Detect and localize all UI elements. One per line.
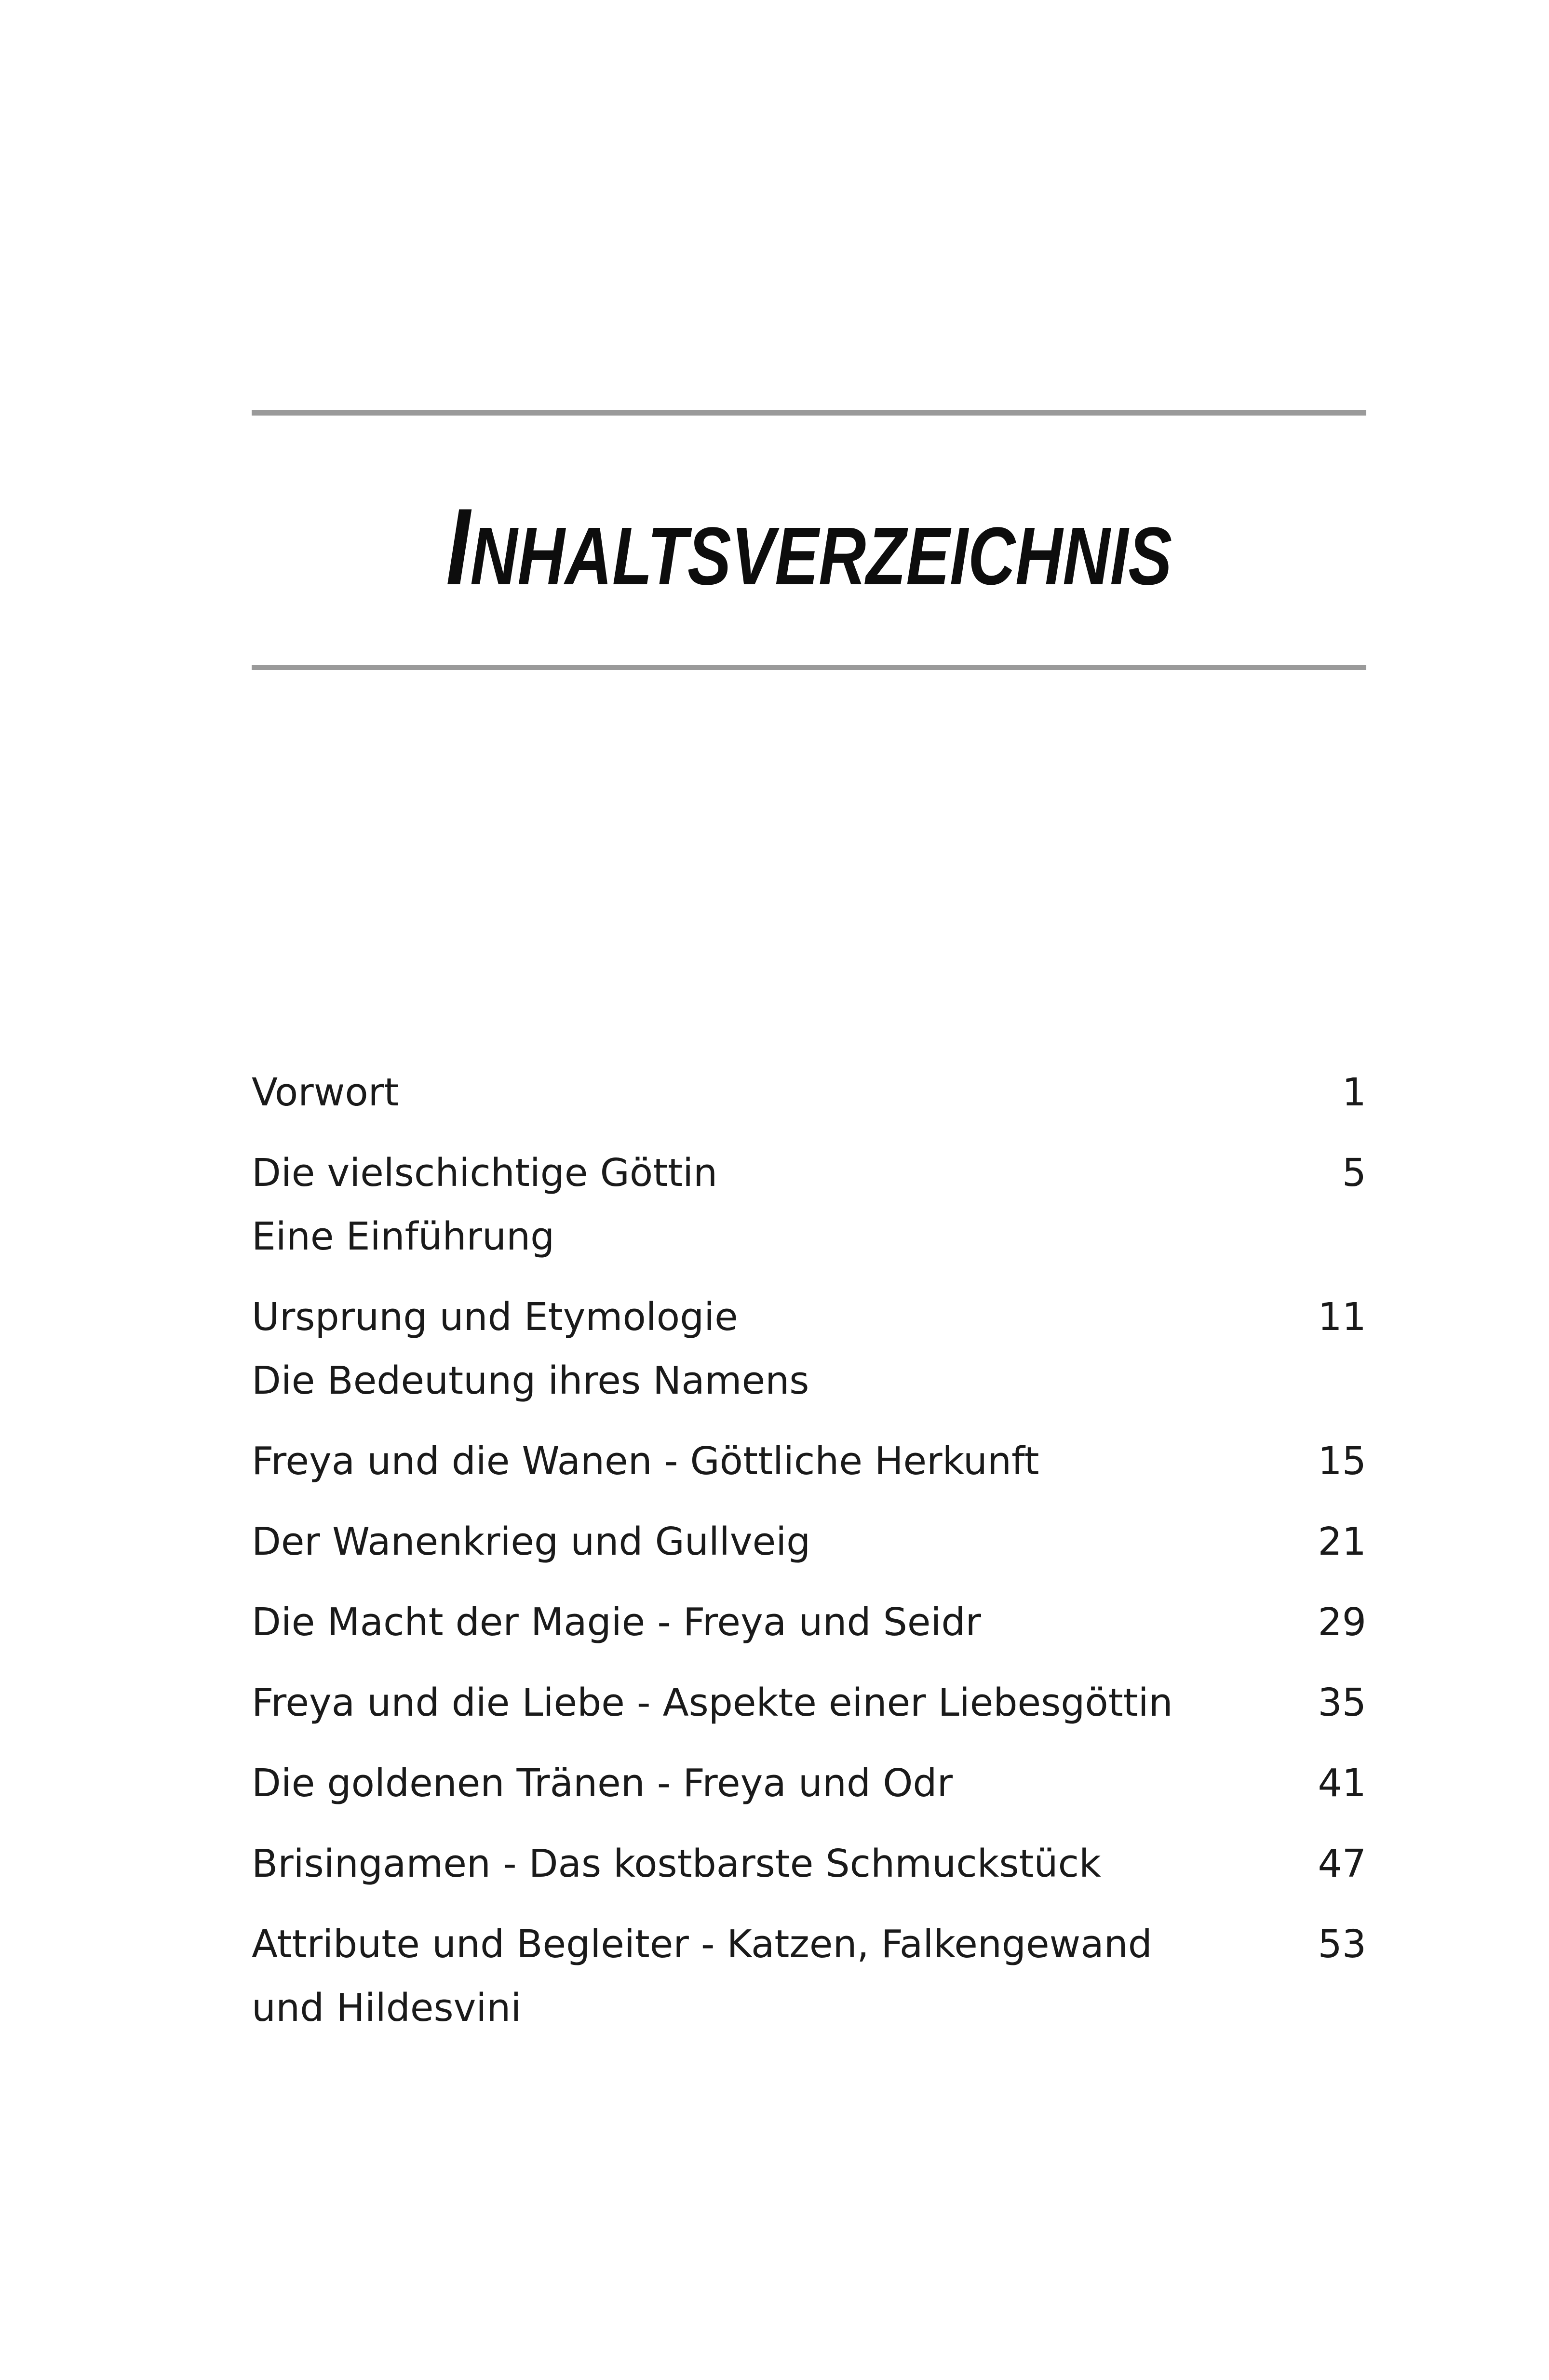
toc-entry-subtitle: Eine Einführung	[252, 1214, 555, 1259]
toc-entry-page-number: 41	[1318, 1761, 1366, 1805]
toc-entry-freya-liebe[interactable]	[252, 1671, 1366, 1735]
toc-entry-title	[252, 1141, 1192, 1268]
toc-entry-title	[252, 1751, 1192, 1815]
toc-entry-vielschichtige-goettin[interactable]	[252, 1141, 1366, 1268]
toc-entry-page-number: 29	[1318, 1600, 1366, 1644]
page-title	[363, 485, 1255, 608]
toc-entry-heading: Der Wanenkrieg und Gullveig	[252, 1519, 811, 1564]
toc-entry-heading: Vorwort	[252, 1070, 399, 1115]
title-initial: I	[446, 485, 471, 608]
toc-entry-title	[252, 1429, 1192, 1493]
toc-entry-subtitle: Die Bedeutung ihres Namens	[252, 1358, 809, 1403]
title-rest: NHALTSVERZEICHNIS	[470, 511, 1172, 603]
toc-entry-heading: Die vielschichtige Göttin	[252, 1151, 718, 1195]
toc-entry-title	[252, 1912, 1192, 2040]
toc-entry-page-number: 47	[1318, 1842, 1366, 1886]
toc-entry-title	[252, 1510, 1192, 1573]
toc-entry-subtitle: und Hildesvini	[252, 1986, 522, 2030]
toc-entry-title	[252, 1832, 1192, 1896]
toc-entry-title	[252, 1671, 1192, 1735]
toc-entry-ursprung-etymologie[interactable]	[252, 1285, 1366, 1412]
toc-entry-macht-der-magie[interactable]	[252, 1590, 1366, 1654]
toc-entry-page-number: 15	[1318, 1439, 1366, 1483]
toc-entry-title	[252, 1061, 1192, 1124]
toc-entry-title	[252, 1590, 1192, 1654]
toc-entry-heading: Die goldenen Tränen - Freya und Odr	[252, 1761, 953, 1805]
toc-entry-heading: Brisingamen - Das kostbarste Schmuckstück	[252, 1842, 1101, 1886]
toc-entry-heading: Ursprung und Etymologie	[252, 1295, 738, 1339]
table-of-contents	[252, 1061, 1366, 2057]
toc-entry-page-number: 11	[1318, 1295, 1366, 1339]
toc-entry-vorwort[interactable]	[252, 1061, 1366, 1124]
toc-entry-page-number: 53	[1318, 1922, 1366, 1966]
toc-entry-heading: Die Macht der Magie - Freya und Seidr	[252, 1600, 982, 1644]
toc-entry-brisingamen[interactable]	[252, 1832, 1366, 1896]
toc-entry-freya-wanen[interactable]	[252, 1429, 1366, 1493]
toc-entry-wanenkrieg[interactable]	[252, 1510, 1366, 1573]
toc-entry-page-number: 35	[1318, 1681, 1366, 1725]
top-rule	[252, 410, 1366, 416]
toc-entry-page-number: 1	[1342, 1070, 1366, 1115]
bottom-rule	[252, 665, 1366, 670]
toc-entry-attribute-begleiter[interactable]	[252, 1912, 1366, 2040]
toc-entry-page-number: 5	[1342, 1151, 1366, 1195]
toc-entry-heading: Attribute und Begleiter - Katzen, Falkengewand	[252, 1922, 1152, 1966]
toc-entry-heading: Freya und die Liebe - Aspekte einer Liebesgöttin	[252, 1681, 1173, 1725]
toc-entry-title	[252, 1285, 1192, 1412]
toc-entry-goldene-traenen[interactable]	[252, 1751, 1366, 1815]
toc-entry-page-number: 21	[1318, 1519, 1366, 1564]
toc-entry-heading: Freya und die Wanen - Göttliche Herkunft	[252, 1439, 1039, 1483]
